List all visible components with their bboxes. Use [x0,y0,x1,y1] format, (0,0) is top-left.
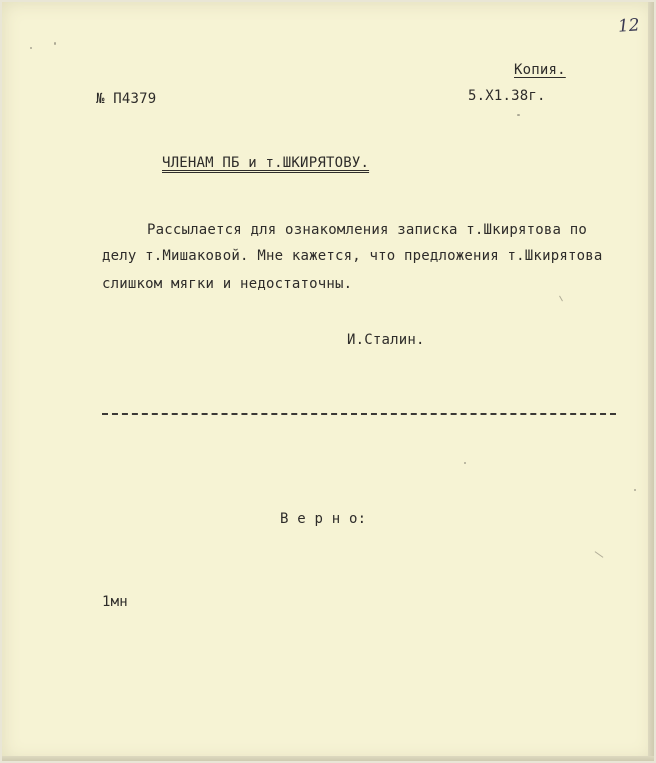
paper-speck [634,489,636,491]
body-line-1: Рассылается для ознакомления записка т.Шкирятова по [147,222,588,238]
copies-note: 1мн [102,594,128,610]
paper-speck [54,42,56,45]
body-line-3: слишком мягки и недостаточны. [102,276,353,292]
paper-scratch [595,551,604,558]
document-page [2,2,654,761]
document-date: 5.Х1.38г. [468,88,546,104]
paper-speck [517,114,520,116]
paper-scratch [559,296,563,302]
addressee-line: ЧЛЕНАМ ПБ и т.ШКИРЯТОВУ. [162,155,370,171]
paper-speck [30,47,32,49]
document-number: № П4379 [96,91,157,107]
copy-mark: Копия. [514,62,566,78]
paper-speck [464,462,466,464]
page-edge-right [648,2,654,761]
page-edge-bottom [2,756,654,761]
page-number-handwritten: 12 [617,15,641,37]
verification-label: В е р н о: [280,511,367,527]
separator-rule [102,413,616,415]
body-line-2: делу т.Мишаковой. Мне кажется, что предложения т.Шкирятова [102,248,603,264]
signature: И.Сталин. [347,332,425,348]
